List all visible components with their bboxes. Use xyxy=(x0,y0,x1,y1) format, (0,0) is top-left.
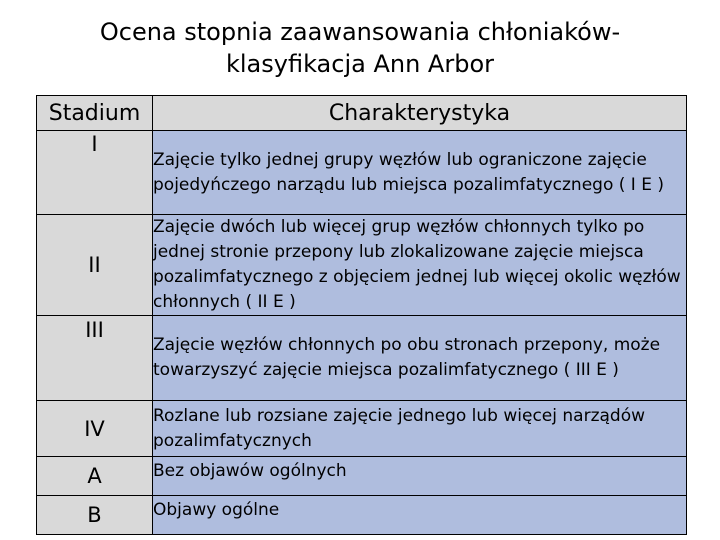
stage-cell: II xyxy=(37,215,153,316)
table-row xyxy=(37,496,687,535)
description-cell: Zajęcie węzłów chłonnych po obu stronach przepony, może towarzyszyć zajęcie miejsca pozalimfatycznego ( III E ) xyxy=(153,316,687,401)
stage-cell: A xyxy=(37,457,153,496)
stage-cell: B xyxy=(37,496,153,535)
table-row xyxy=(37,316,687,401)
table-row xyxy=(37,131,687,215)
header-characteristic: Charakterystyka xyxy=(153,96,687,131)
title-line-1: Ocena stopnia zaawansowania chłoniaków- xyxy=(99,18,621,46)
description-cell: Rozlane lub rozsiane zajęcie jednego lub więcej narządów pozalimfatycznych xyxy=(153,401,687,457)
table-header-row xyxy=(37,96,687,131)
description-cell: Objawy ogólne xyxy=(153,496,687,535)
slide-title xyxy=(60,16,660,80)
description-cell: Bez objawów ogólnych xyxy=(153,457,687,496)
stage-cell: III xyxy=(37,316,153,401)
table-row xyxy=(37,457,687,496)
header-stadium: Stadium xyxy=(37,96,153,131)
title-line-2: klasyfikacja Ann Arbor xyxy=(225,50,495,78)
ann-arbor-table xyxy=(36,95,687,535)
table-row xyxy=(37,215,687,316)
table-row xyxy=(37,401,687,457)
description-cell: Zajęcie tylko jednej grupy węzłów lub ograniczone zajęcie pojedyńczego narządu lub miejsca pozalimfatycznego ( I E ) xyxy=(153,131,687,215)
description-cell: Zajęcie dwóch lub więcej grup węzłów chłonnych tylko po jednej stronie przepony lub zlokalizowane zajęcie miejsca pozalimfatycznego z objęciem jednej lub więcej okolic węzłów chłonnych ( II E ) xyxy=(153,215,687,316)
stage-cell: I xyxy=(37,131,153,215)
stage-cell: IV xyxy=(37,401,153,457)
